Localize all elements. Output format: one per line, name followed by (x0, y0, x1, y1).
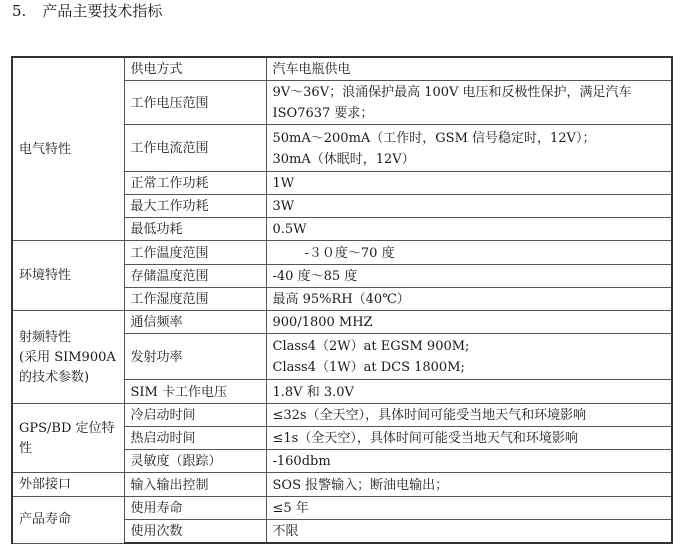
category-label: 产品寿命 (19, 512, 72, 528)
item-cell: SIM 卡工作电压 (124, 380, 266, 404)
table-row (12, 311, 672, 334)
value-line: 30mA（休眠时，12V） (272, 151, 415, 167)
value-cell (266, 288, 672, 311)
value-line: 0.5W (272, 222, 307, 237)
value-cell (266, 195, 672, 218)
value-cell (266, 450, 672, 473)
value-cell (266, 497, 672, 520)
value-cell (266, 241, 672, 265)
value-cell (266, 473, 672, 497)
value-line: 3W (272, 199, 295, 214)
category-label: 环境特性 (19, 268, 72, 283)
item-cell: 最低功耗 (124, 218, 266, 241)
value-line: 汽车电瓶供电 (272, 62, 351, 77)
value-line: -40 度～85 度 (272, 269, 358, 284)
value-cell (266, 265, 672, 288)
value-line: SOS 报警输入；断油电输出； (272, 477, 449, 493)
item-cell: 工作电流范围 (124, 125, 266, 172)
category-label: GPS/BD 定位特 性 (19, 420, 115, 456)
category-cell (12, 311, 124, 404)
item-cell: 使用次数 (124, 520, 266, 544)
value-line: Class4（2W）at EGSM 900M; (272, 339, 470, 354)
item-cell: 工作电压范围 (124, 81, 266, 125)
value-line: 1W (272, 176, 295, 191)
value-cell (266, 334, 672, 380)
item-cell: 输入输出控制 (124, 473, 266, 497)
value-cell (266, 57, 672, 81)
category-cell (12, 404, 124, 473)
section-title: 产品主要技术指标 (42, 2, 163, 20)
section-heading (12, 1, 162, 21)
item-cell: 通信频率 (124, 311, 266, 334)
category-label: 射频特性 (采用 SIM900A 的技术参数) (19, 329, 116, 385)
value-line: 最高 95%RH（40℃） (272, 292, 410, 307)
value-cell (266, 311, 672, 334)
category-cell (12, 473, 124, 497)
value-cell (266, 81, 672, 125)
value-line: -160dbm (272, 454, 331, 469)
value-line: Class4（1W）at DCS 1800M; (272, 360, 465, 375)
item-cell: 存储温度范围 (124, 265, 266, 288)
value-line: -３０度～70 度 (304, 245, 395, 261)
value-cell (266, 218, 672, 241)
value-line: ≤5 年 (272, 501, 309, 516)
value-line: 9V～36V；浪涌保护最高 100V 电压和反极性保护，满足汽车 (272, 85, 632, 100)
value-cell (266, 427, 672, 450)
item-cell: 发射功率 (124, 334, 266, 380)
table-row (12, 497, 672, 520)
value-line: 50mA～200mA（工作时，GSM 信号稳定时，12V）； (272, 130, 596, 146)
category-cell (12, 241, 124, 311)
category-cell (12, 57, 124, 241)
value-line: 1.8V 和 3.0V (272, 384, 354, 400)
item-cell: 正常工作功耗 (124, 172, 266, 195)
table-row (12, 473, 672, 497)
item-cell: 工作温度范围 (124, 241, 266, 265)
spec-table (11, 56, 673, 544)
item-cell: 冷启动时间 (124, 404, 266, 427)
category-label: 外部接口 (19, 477, 72, 492)
value-cell (266, 172, 672, 195)
value-line: 不限 (272, 524, 299, 539)
item-cell: 灵敏度（跟踪） (124, 450, 266, 473)
item-cell: 供电方式 (124, 57, 266, 81)
item-cell: 工作湿度范围 (124, 288, 266, 311)
item-cell: 最大工作功耗 (124, 195, 266, 218)
item-cell: 热启动时间 (124, 427, 266, 450)
value-cell (266, 404, 672, 427)
value-line: ISO7637 要求； (272, 106, 374, 121)
category-cell (12, 497, 124, 544)
category-label: 电气特性 (19, 141, 72, 157)
value-cell (266, 125, 672, 172)
value-line: ≤32s（全天空），具体时间可能受当地天气和环境影响 (272, 408, 587, 423)
value-line: 900/1800 MHZ (272, 315, 373, 330)
value-line: ≤1s（全天空），具体时间可能受当地天气和环境影响 (272, 431, 578, 446)
value-cell (266, 520, 672, 544)
section-number: 5. (12, 2, 27, 20)
item-cell: 使用寿命 (124, 497, 266, 520)
value-cell (266, 380, 672, 404)
table-row (12, 57, 672, 81)
table-row (12, 404, 672, 427)
table-row (12, 241, 672, 265)
